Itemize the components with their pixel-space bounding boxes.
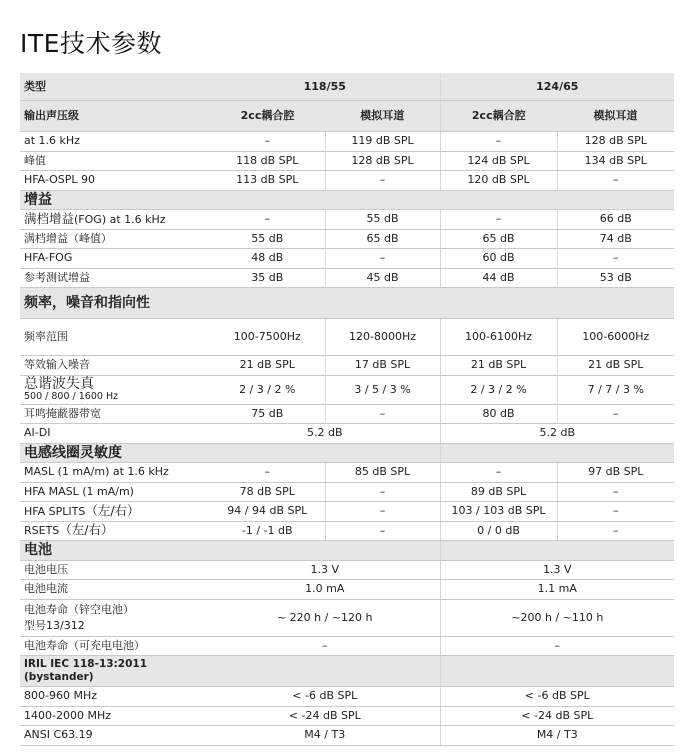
section-iril: IRIL IEC 118-13:2011 (bystander): [20, 656, 674, 687]
table-row: 等效输入噪音 21 dB SPL 17 dB SPL 21 dB SPL 21 dB SPL: [20, 356, 674, 376]
page-title: ITE技术参数: [20, 29, 162, 58]
output-label: 输出声压级: [20, 101, 210, 132]
model-124-65: 124/65: [440, 73, 674, 101]
table-row: 电池寿命（锌空电池） 型号13/312 ~ 220 h / ~120 h ~200 h / ~110 h: [20, 599, 674, 636]
table-row: 频率范围 100-7500Hz 120-8000Hz 100-6100Hz 100-6000Hz: [20, 319, 674, 356]
table-row: MASL (1 mA/m) at 1.6 kHz – 85 dB SPL – 97 dB SPL: [20, 463, 674, 483]
table-row: HFA SPLITS（左/右） 94 / 94 dB SPL – 103 / 103 dB SPL –: [20, 502, 674, 522]
section-battery: 电池: [20, 541, 674, 561]
section-frequency: 频率，噪音和指向性: [20, 288, 674, 319]
table-row: 800-960 MHz < -6 dB SPL < -6 dB SPL: [20, 687, 674, 707]
table-row: 满档增益(FOG) at 1.6 kHz – 55 dB – 66 dB: [20, 210, 674, 230]
table-row: HFA-FOG 48 dB – 60 dB –: [20, 249, 674, 269]
table-row: 1400-2000 MHz < -24 dB SPL < -24 dB SPL: [20, 706, 674, 726]
table-row: HFA MASL (1 mA/m) 78 dB SPL – 89 dB SPL –: [20, 482, 674, 502]
section-gain: 增益: [20, 190, 674, 210]
table-row: 耳鸣掩蔽器带宽 75 dB – 80 dB –: [20, 404, 674, 424]
type-label: 类型: [20, 73, 210, 101]
table-row: ANSI C63.19 M4 / T3 M4 / T3: [20, 726, 674, 746]
col-coupler-2: 2cc耦合腔: [440, 101, 557, 132]
table-row: 总谐波失真 500 / 800 / 1600 Hz 2 / 3 / 2 % 3 / 5 / 3 % 2 / 3 / 2 % 7 / 7 / 3 %: [20, 375, 674, 404]
table-row: at 1.6 kHz – 119 dB SPL – 128 dB SPL: [20, 132, 674, 152]
table-row: HFA-OSPL 90 113 dB SPL – 120 dB SPL –: [20, 171, 674, 191]
table-row: 电池电压 1.3 V 1.3 V: [20, 560, 674, 580]
table-row: 电池电流 1.0 mA 1.1 mA: [20, 580, 674, 600]
table-row: 参考测试增益 35 dB 45 dB 44 dB 53 dB: [20, 268, 674, 288]
col-coupler-1: 2cc耦合腔: [210, 101, 325, 132]
table-row: AI-DI 5.2 dB 5.2 dB: [20, 424, 674, 444]
model-118-55: 118/55: [210, 73, 440, 101]
spec-table: [20, 73, 674, 746]
col-ear-1: 模拟耳道: [325, 101, 440, 132]
table-row: 电池寿命（可充电电池） – –: [20, 636, 674, 656]
col-ear-2: 模拟耳道: [557, 101, 674, 132]
section-telecoil: 电感线圈灵敏度: [20, 443, 674, 463]
header-row-columns: [20, 101, 674, 132]
table-row: 峰值 118 dB SPL 128 dB SPL 124 dB SPL 134 dB SPL: [20, 151, 674, 171]
header-row-models: [20, 73, 674, 101]
table-row: RSETS（左/右） -1 / -1 dB – 0 / 0 dB –: [20, 521, 674, 541]
table-row: 满档增益（峰值） 55 dB 65 dB 65 dB 74 dB: [20, 229, 674, 249]
